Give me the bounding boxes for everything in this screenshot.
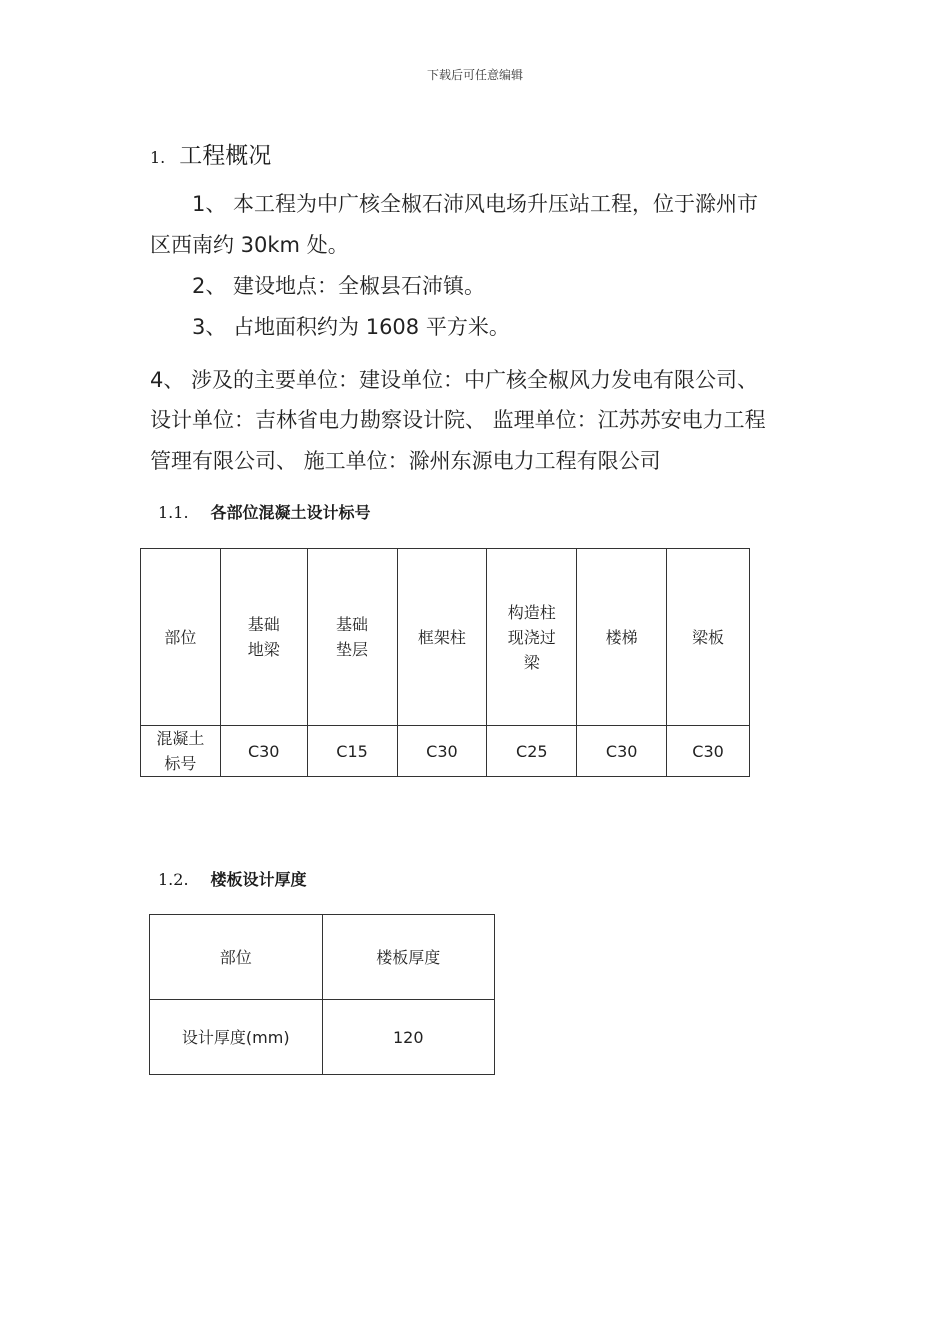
slab-thickness-table	[149, 914, 495, 1075]
table-cell: C30	[667, 726, 750, 777]
section-1-2-number: 1.2.	[158, 870, 189, 889]
paragraph-4-line-1: 4、 涉及的主要单位：建设单位：中广核全椒风力发电有限公司、	[150, 368, 759, 392]
section-1-number: 1.	[150, 148, 166, 167]
paragraph-3: 3、 占地面积约为 1608 平方米。	[192, 315, 510, 339]
table-row	[141, 549, 750, 726]
table-row	[141, 726, 750, 777]
paragraph-1-line-1: 1、 本工程为中广核全椒石沛风电场升压站工程，位于滁州市	[192, 192, 759, 216]
section-1-title: 工程概况	[179, 143, 272, 169]
table-cell: C25	[487, 726, 577, 777]
table-row	[150, 1000, 495, 1075]
table-cell: 120	[322, 1000, 494, 1075]
paragraph-1-line-2: 区西南约 30km 处。	[150, 233, 349, 257]
table-header-cell: 部位	[141, 549, 221, 726]
table-header-cell: 楼板厚度	[322, 915, 494, 1000]
page-header-note: 下载后可任意编辑	[426, 68, 523, 82]
table-cell: C30	[220, 726, 307, 777]
table-header-cell: 基础 地梁	[220, 549, 307, 726]
section-1-2-heading	[158, 867, 307, 890]
table-row-label: 设计厚度(mm)	[150, 1000, 323, 1075]
paragraph-4-line-3: 管理有限公司、 施工单位：滁州东源电力工程有限公司	[150, 449, 661, 473]
table-row-label: 混凝土 标号	[141, 726, 221, 777]
paragraph-2: 2、 建设地点：全椒县石沛镇。	[192, 274, 486, 298]
table-header-cell: 基础 垫层	[307, 549, 397, 726]
concrete-grade-table	[140, 548, 750, 777]
paragraph-4-line-2: 设计单位：吉林省电力勘察设计院、 监理单位：江苏苏安电力工程	[150, 408, 766, 432]
section-1-heading	[150, 137, 271, 170]
table-cell: C30	[397, 726, 487, 777]
section-1-1-heading	[158, 500, 371, 523]
section-1-2-title: 楼板设计厚度	[210, 870, 307, 889]
table-row	[150, 915, 495, 1000]
table-header-cell: 部位	[150, 915, 323, 1000]
section-1-1-title: 各部位混凝土设计标号	[210, 503, 371, 522]
table-header-cell: 框架柱	[397, 549, 487, 726]
table-cell: C30	[577, 726, 667, 777]
section-1-1-number: 1.1.	[158, 503, 189, 522]
table-header-cell: 楼梯	[577, 549, 667, 726]
table-header-cell: 梁板	[667, 549, 750, 726]
table-header-cell: 构造柱 现浇过 梁	[487, 549, 577, 726]
table-cell: C15	[307, 726, 397, 777]
